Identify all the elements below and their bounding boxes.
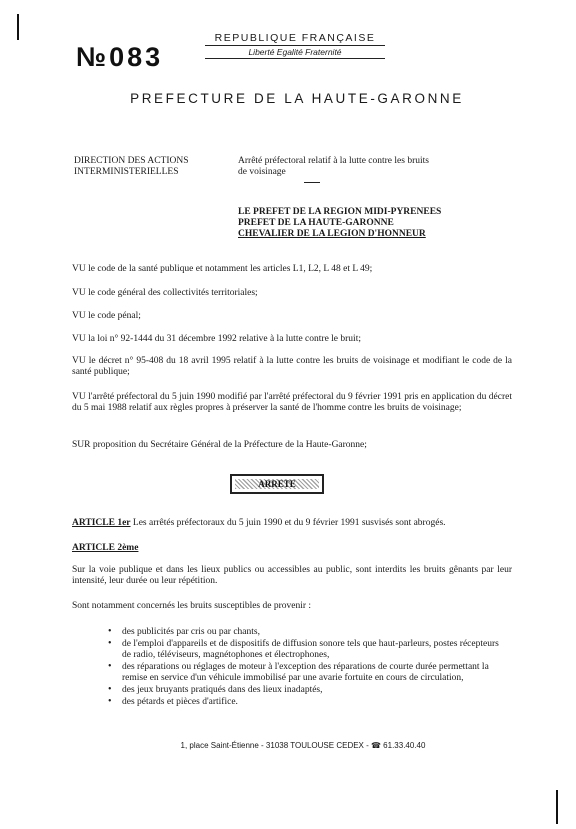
direction-line: INTERMINISTERIELLES bbox=[74, 167, 179, 177]
arrete-title-line: Arrêté préfectoral relatif à la lutte contre les bruits bbox=[238, 156, 429, 166]
article-1-heading: ARTICLE 1er bbox=[72, 518, 131, 528]
considerant: VU le décret n° 95-408 du 18 avril 1995 relatif à la lutte contre les bruits de voisinage et modifiant le code de la santé publique; bbox=[72, 356, 512, 377]
list-item-text: des pétards et pièces d'artifice. bbox=[122, 697, 238, 707]
article-1-text: Les arrêtés préfectoraux du 5 juin 1990 et du 9 février 1991 susvisés sont abrogés. bbox=[130, 518, 446, 528]
article-2-heading-text: ARTICLE 2ème bbox=[72, 543, 139, 553]
arrete-title-line: de voisinage bbox=[238, 167, 286, 177]
prefet-block bbox=[238, 207, 441, 240]
scan-mark bbox=[17, 14, 19, 40]
list-item bbox=[108, 662, 508, 684]
bullet-icon: • bbox=[108, 661, 112, 672]
considerant: VU le code pénal; bbox=[72, 311, 141, 321]
list-item-text: des jeux bruyants pratiqués dans des lieux inadaptés, bbox=[122, 685, 323, 695]
considerant: VU le code général des collectivités territoriales; bbox=[72, 288, 258, 298]
stamp-label: ARRETE bbox=[232, 476, 322, 492]
list-item bbox=[108, 685, 508, 696]
considerant: VU le code de la santé publique et notamment les articles L1, L2, L 48 et L 49; bbox=[72, 264, 373, 274]
republic-motto: Liberté Egalité Fraternité bbox=[205, 46, 385, 59]
list-item-text: des publicités par cris ou par chants, bbox=[122, 627, 260, 637]
list-item bbox=[108, 627, 508, 638]
considerant: VU la loi n° 92-1444 du 31 décembre 1992 relative à la lutte contre le bruit; bbox=[72, 334, 361, 344]
considerant: SUR proposition du Secrétaire Général de la Préfecture de la Haute-Garonne; bbox=[72, 440, 367, 450]
prefecture-title: PREFECTURE DE LA HAUTE-GARONNE bbox=[130, 91, 464, 106]
republic-header bbox=[205, 32, 385, 59]
bullet-icon: • bbox=[108, 696, 112, 707]
considerant: VU l'arrêté préfectoral du 5 juin 1990 modifié par l'arrêté préfectoral du 9 février 1991 pris en application du décret du 5 mai 1988 relatif aux règles propres à préserver la santé de l'homme contre les bruits de voisinage; bbox=[72, 392, 512, 413]
bullet-icon: • bbox=[108, 638, 112, 649]
prefet-line: LE PREFET DE LA REGION MIDI-PYRENEES bbox=[238, 207, 442, 217]
prefet-line: CHEVALIER DE LA LEGION D'HONNEUR bbox=[238, 229, 426, 239]
arrete-stamp bbox=[230, 474, 324, 494]
arrete-title bbox=[238, 156, 429, 183]
document-number: №083 bbox=[76, 42, 164, 72]
direction-line: DIRECTION DES ACTIONS bbox=[74, 156, 189, 166]
bullet-icon: • bbox=[108, 684, 112, 695]
article-2-list bbox=[108, 627, 508, 709]
title-separator bbox=[304, 178, 320, 183]
footer-address: 1, place Saint-Étienne - 31038 TOULOUSE CEDEX - ☎ 61.33.40.40 bbox=[180, 741, 426, 750]
list-item-text: de l'emploi d'appareils et de dispositifs de diffusion sonore tels que haut-parleurs, postes récepteurs de radio, téléviseurs, magnétophones et électrophones, bbox=[122, 639, 499, 660]
bullet-icon: • bbox=[108, 626, 112, 637]
list-item-text: des réparations ou réglages de moteur à l'exception des réparations de courte durée permettant la remise en service d'un véhicule immobilisé par une avarie fortuite en cours de circulation, bbox=[122, 662, 489, 683]
republic-title: REPUBLIQUE FRANÇAISE bbox=[205, 32, 385, 46]
article-1 bbox=[72, 518, 512, 529]
list-item bbox=[108, 697, 508, 708]
scan-mark bbox=[556, 790, 558, 824]
article-2-paragraph: Sont notamment concernés les bruits susceptibles de provenir : bbox=[72, 601, 312, 611]
prefet-line: PREFET DE LA HAUTE-GARONNE bbox=[238, 218, 394, 228]
direction-block bbox=[74, 156, 189, 178]
list-item bbox=[108, 639, 508, 661]
article-2-paragraph: Sur la voie publique et dans les lieux publics ou accessibles au public, sont interdits les bruits gênants par leur intensité, leur durée ou leur répétition. bbox=[72, 565, 512, 586]
article-2-heading bbox=[72, 543, 512, 554]
